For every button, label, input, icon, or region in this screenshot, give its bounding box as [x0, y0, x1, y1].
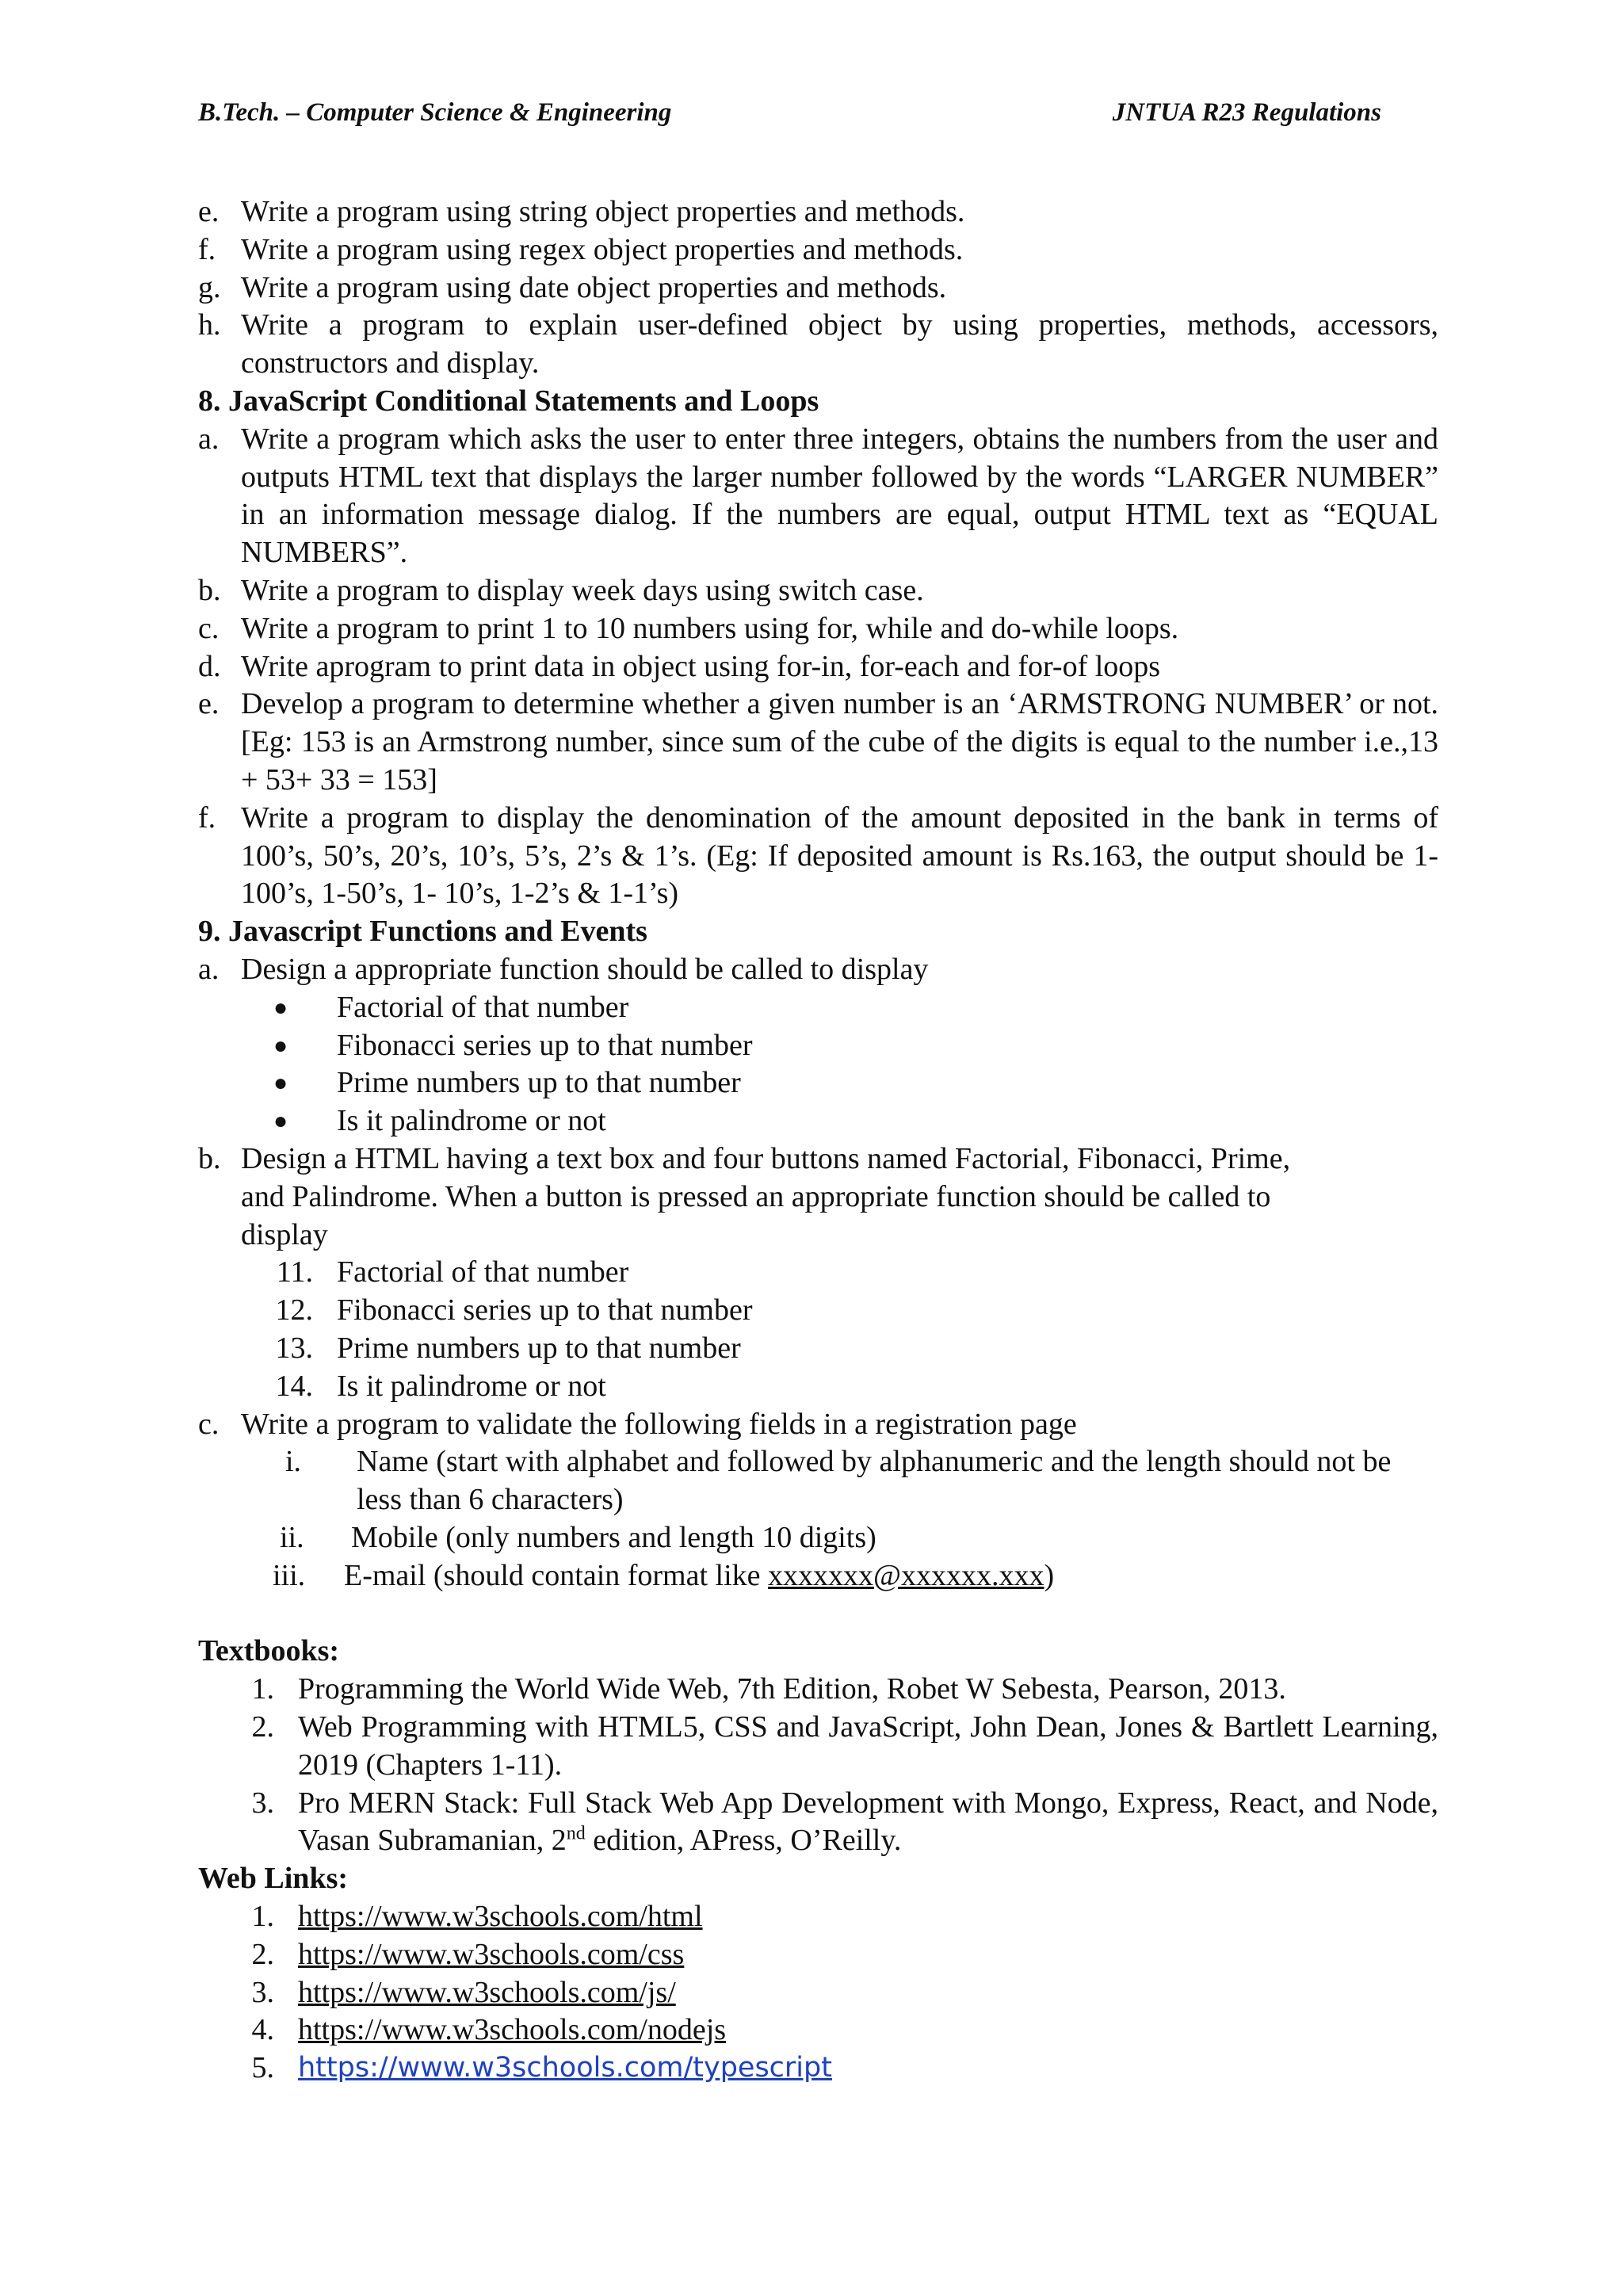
bullet-item: ● Is it palindrome or not — [273, 1102, 1438, 1140]
header-left: B.Tech. – Computer Science & Engineering — [198, 98, 672, 127]
sub-list-item: 11. Factorial of that number — [276, 1255, 629, 1289]
list-item: a. Design a appropriate function should be called to display — [198, 952, 929, 986]
bullet-item: ● Factorial of that number — [273, 989, 1438, 1027]
list-item: h. Write a program to explain user-defined object by using properties, methods, accessors, constructors and display. — [198, 308, 1438, 380]
weblink-js[interactable]: https://www.w3schools.com/js/ — [298, 1975, 676, 2009]
list-item: d. Write aprogram to print data in object using for-in, for-each and for-of loops — [198, 649, 1161, 683]
weblink-item: 3. https://www.w3schools.com/js/ — [220, 1974, 1438, 2012]
list-item: f. Write a program using regex object properties and methods. — [198, 232, 964, 266]
list-item: a. Write a program which asks the user to enter three integers, obtains the numbers from the user and outputs HTML text that displays the larger number followed by the words “LARGER NUMBER” in an information message dialog. If the numbers are equal, output HTML text as “EQUAL NUMBERS”. — [198, 422, 1438, 570]
weblink-item: 5. https://www.w3schools.com/typescript — [220, 2050, 1438, 2088]
weblink-css[interactable]: https://www.w3schools.com/css — [298, 1937, 685, 1971]
weblink-item: 2. https://www.w3schools.com/css — [220, 1936, 1438, 1974]
email-format-link[interactable]: xxxxxxx@xxxxxx.xxx — [768, 1558, 1044, 1592]
page-content — [198, 193, 1438, 2088]
list-item: f. Write a program to display the denomination of the amount deposited in the bank in terms of 100’s, 50’s, 20’s, 10’s, 5’s, 2’s & 1’s. (Eg: If deposited amount is Rs.163, the output should be 1-100’s, 1-50’s, 1- 10’s, 1-2’s & 1-1’s) — [198, 800, 1438, 911]
sub-list-item: 14. Is it palindrome or not — [275, 1369, 606, 1403]
weblink-typescript[interactable]: https://www.w3schools.com/typescript — [298, 2052, 832, 2084]
list-item: e. Develop a program to determine whether a given number is an ‘ARMSTRONG NUMBER’ or not. [Eg: 153 is an Armstrong number, since sum of the cube of the digits is equal to the number i.e.,13 + 53+ 33 = 153] — [198, 687, 1438, 797]
header-right: JNTUA R23 Regulations — [1112, 98, 1381, 127]
sub-list-item: 12. Fibonacci series up to that number — [275, 1293, 753, 1328]
list-item: e. Write a program using string object properties and methods. — [198, 195, 965, 228]
list-item: c. Write a program to validate the following fields in a registration page — [198, 1407, 1077, 1441]
textbook-item: 1. Programming the World Wide Web, 7th Edition, Robet W Sebesta, Pearson, 2013. — [251, 1672, 1286, 1706]
sub-list-item: i. Name (start with alphabet and followed by alphanumeric and the length should not be less than 6 characters) — [285, 1445, 1392, 1517]
list-item: c. Write a program to print 1 to 10 numbers using for, while and do-while loops. — [198, 611, 1179, 645]
weblinks-heading: Web Links: — [198, 1862, 349, 1896]
bullet-item: ● Fibonacci series up to that number — [273, 1027, 1438, 1065]
textbook-item: 3. Pro MERN Stack: Full Stack Web App Development with Mongo, Express, React, and Node, Vasan Subramanian, 2nd edition, APress, O’Reilly. — [251, 1786, 1438, 1858]
weblink-item: 4. https://www.w3schools.com/nodejs — [220, 2011, 1438, 2050]
list-item: g. Write a program using date object properties and methods. — [198, 270, 947, 304]
bullet-item: ● Prime numbers up to that number — [273, 1064, 1438, 1102]
sub-list-item: ii. Mobile (only numbers and length 10 digits) — [280, 1520, 876, 1554]
weblink-item: 1. https://www.w3schools.com/html — [220, 1898, 1438, 1936]
bullet-icon: ● — [273, 994, 288, 1021]
textbooks-heading: Textbooks: — [198, 1634, 340, 1668]
bullet-icon: ● — [273, 1070, 288, 1097]
section-heading: 8. JavaScript Conditional Statements and Loops — [198, 384, 819, 418]
bullet-icon: ● — [273, 1032, 288, 1059]
list-item: b. Write a program to display week days using switch case. — [198, 573, 924, 607]
textbook-item: 2. Web Programming with HTML5, CSS and JavaScript, John Dean, Jones & Bartlett Learning, 2019 (Chapters 1-11). — [251, 1710, 1438, 1782]
bullet-icon: ● — [273, 1108, 288, 1135]
weblink-html[interactable]: https://www.w3schools.com/html — [298, 1900, 703, 1934]
sub-list-item: iii. E-mail (should contain format like xxxxxxx@xxxxxx.xxx) — [273, 1558, 1055, 1592]
list-item: b. Design a HTML having a text box and four buttons named Factorial, Fibonacci, Prime, and Palindrome. When a button is pressed an appropriate function should be called to display — [198, 1141, 1291, 1251]
weblink-nodejs[interactable]: https://www.w3schools.com/nodejs — [298, 2013, 727, 2047]
sub-list-item: 13. Prime numbers up to that number — [275, 1331, 741, 1365]
section-heading: 9. Javascript Functions and Events — [198, 915, 647, 949]
